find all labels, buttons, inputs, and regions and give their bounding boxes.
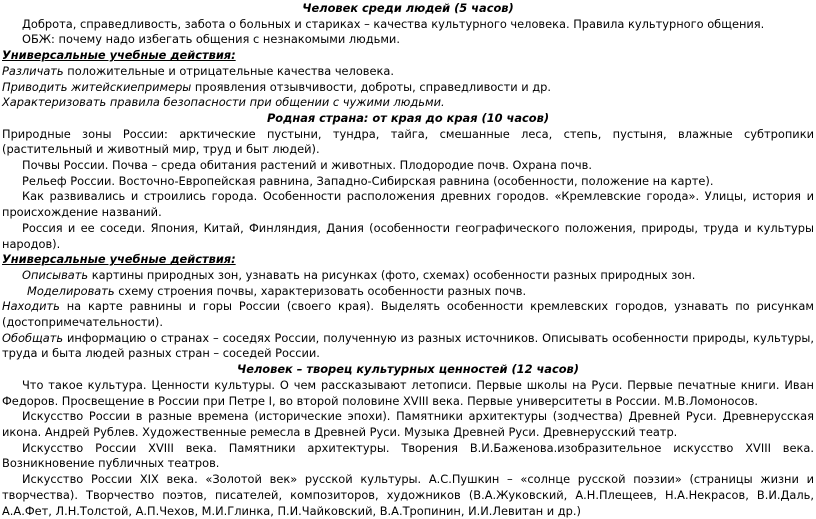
section-heading-culture: Человек – творец культурных ценностей (12 часов): [237, 362, 579, 377]
action-verb: Приводить житейскиепримеры: [2, 79, 192, 94]
action-text: картины природных зон, узнавать на рисунках (фото, схемах) особенности разных природных зон.: [88, 267, 696, 282]
action-verb: Различать: [2, 63, 64, 78]
action-characterize: Характеризовать правила безопасности при общении с чужими людьми.: [2, 95, 445, 110]
action-find: [2, 299, 814, 330]
action-verb: Описывать: [22, 267, 89, 282]
action-verb: Находить: [2, 299, 60, 314]
paragraph-kindness: Доброта, справедливость, забота о больных и стариках – качества культурного человека. Правила культурного общения.: [22, 16, 765, 31]
section-heading-country: Родная страна: от края до края (10 часов): [266, 110, 550, 125]
action-text: информацию о странах – соседях России, полученную из разных источников. Описывать особенности природы, культуры, труда и быта людей разных стран – соседей России.: [2, 330, 814, 361]
action-model: [2, 284, 814, 300]
paragraph-obzh: ОБЖ: почему надо избегать общения с незнакомыми людьми.: [22, 32, 400, 47]
action-examples: [2, 80, 814, 96]
action-text: положительные и отрицательные качества человека.: [63, 63, 395, 78]
section-heading-people: Человек среди людей (5 часов): [302, 1, 514, 15]
action-verb: Обобщать: [2, 330, 64, 345]
uud-heading-2: Универсальные учебные действия:: [2, 252, 236, 267]
action-text: на карте равнины и горы России (своего края). Выделять особенности кремлевских городов, узнавать по рисункам (достопримечательности).: [2, 299, 814, 330]
paragraph-cities: Как развивались и строились города. Особенности расположения древних городов. «Кремлевские города». Улицы, история и происхождение названий.: [2, 189, 814, 220]
action-text: проявления отзывчивости, доброты, справедливости и др.: [191, 79, 551, 94]
paragraph-soils: Почвы России. Почва – среда обитания растений и животных. Плодородие почв. Охрана почв.: [22, 158, 592, 173]
paragraph-relief: Рельеф России. Восточно-Европейская равнина, Западно-Сибирская равнина (особенности, положение на карте).: [22, 173, 714, 188]
paragraph-art-19th-century: Искусство России XIX века. «Золотой век» русской культуры. А.С.Пушкин – «солнце русской поэзии» (страницы жизни и творчества). Творчество поэтов, писателей, композиторов, художников (В.А.Жуковский, А.Н.Плещеев, Н.А.Некрасов, В.И.Даль, А.А.Фет, Л.Н.Толстой, А.П.Чехов, М.И.Глинка, П.И.Чайковский, В.А.Тропинин, И.И.Левитан и др.): [2, 472, 814, 518]
action-generalize: [2, 331, 814, 362]
paragraph-natural-zones: Природные зоны России: арктические пустыни, тундра, тайга, смешанные леса, степь, пустыня, влажные субтропики (растительный и животный мир, труд и быт людей).: [2, 126, 814, 157]
paragraph-art-18th-century: Искусство России XVIII века. Памятники архитектуры. Творения В.И.Баженова.изобразительное искусство XVIII века. Возникновение публичных театров.: [2, 440, 814, 471]
action-text: схему строения почвы, характеризовать особенности разных почв.: [114, 283, 527, 298]
action-describe: [2, 268, 814, 284]
action-distinguish: [2, 64, 814, 80]
paragraph-what-is-culture: Что такое культура. Ценности культуры. О чем рассказывают летописи. Первые школы на Руси. Первые печатные книги. Иван Федоров. Просвещение в России при Петре I, во второй половине XVIII века. Первые университеты в России. М.В.Ломоносов.: [2, 377, 814, 408]
paragraph-neighbors: Россия и ее соседи. Япония, Китай, Финляндия, Дания (особенности географического положения, природы, труда и культуры народов).: [2, 220, 814, 251]
uud-heading-1: Универсальные учебные действия:: [2, 48, 236, 63]
action-verb: Моделировать: [27, 283, 115, 298]
paragraph-art-ancient-rus: Искусство России в разные времена (исторические эпохи). Памятники архитектуры (зодчества) Древней Руси. Древнерусская икона. Андрей Рублев. Художественные ремесла в Древней Руси. Музыка Древней Руси. Древнерусский театр.: [2, 409, 814, 439]
